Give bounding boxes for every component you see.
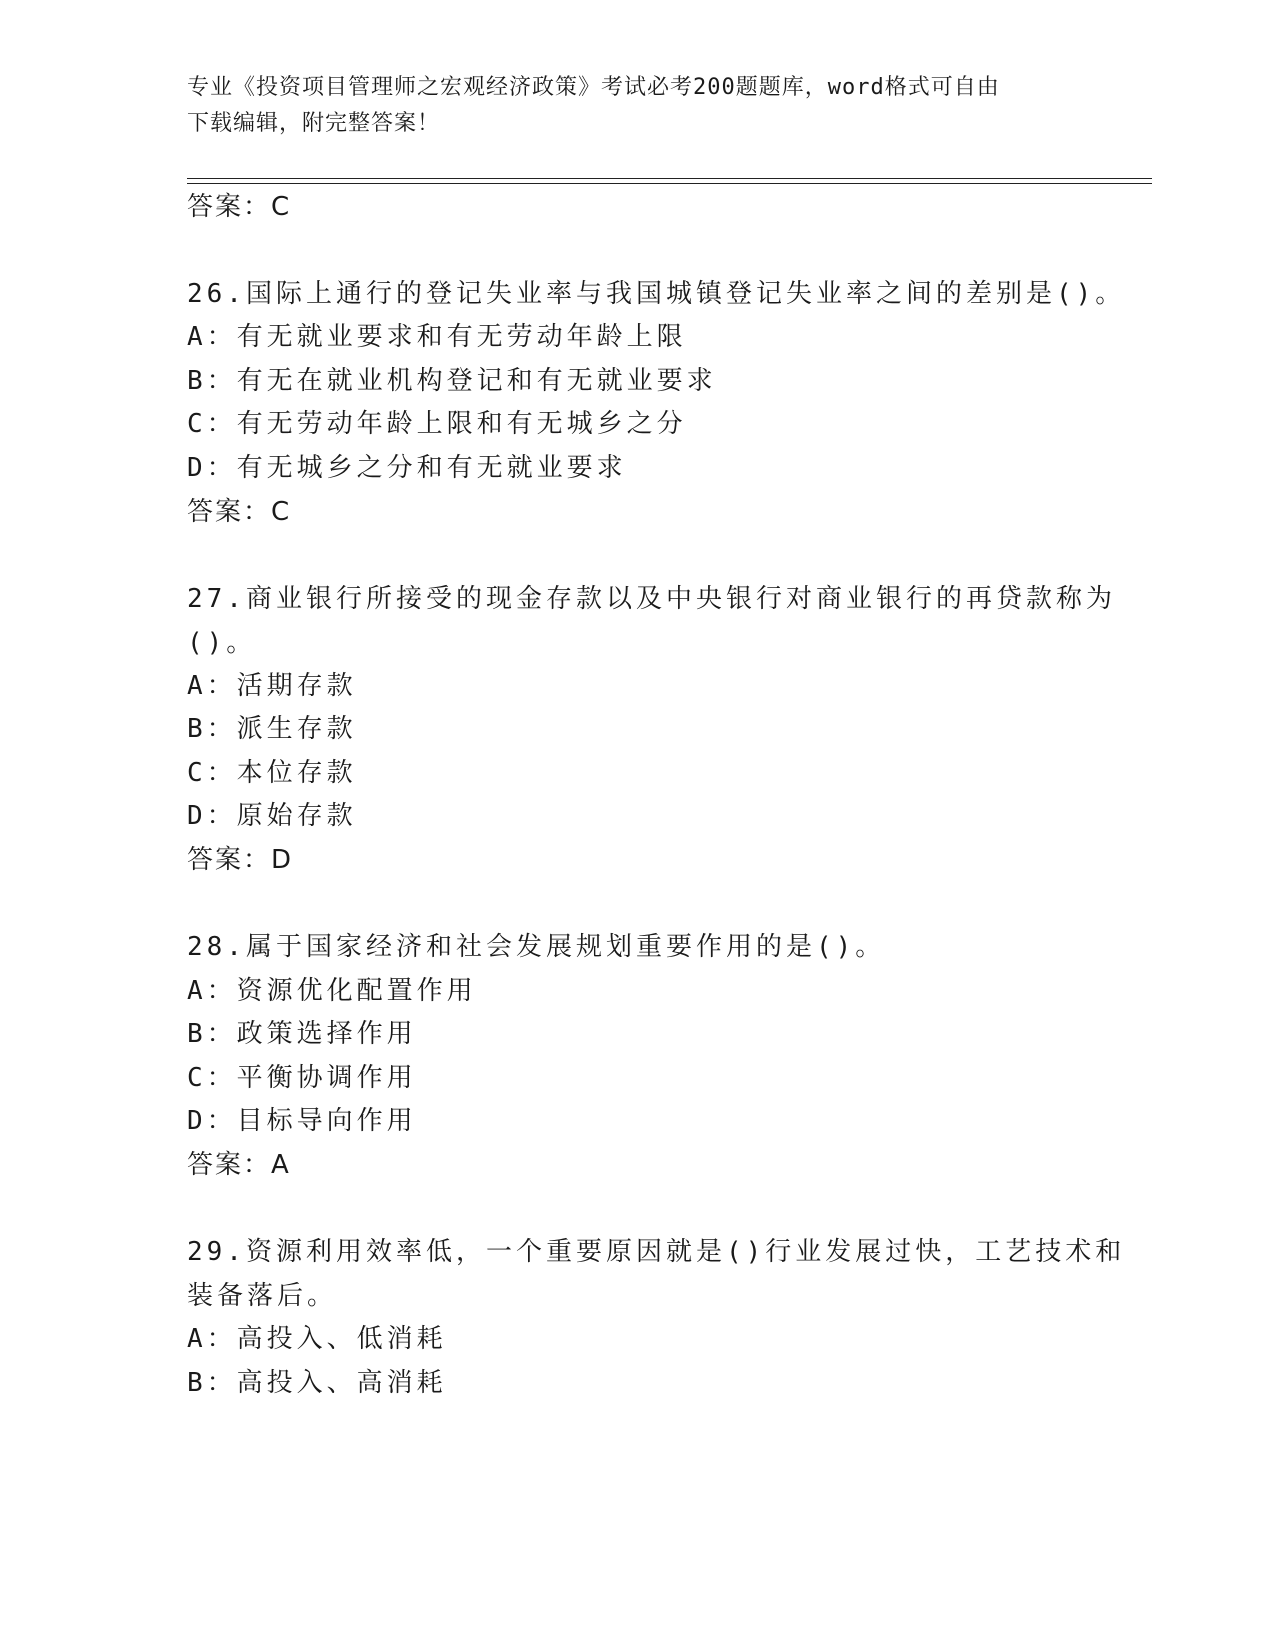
question-29-stem-cont: 装备落后。 [187, 1281, 338, 1311]
question-26-answer: 答案：C [187, 497, 292, 527]
question-29-option-a: A：高投入、低消耗 [187, 1324, 447, 1354]
header-line-1: 专业《投资项目管理师之宏观经济政策》考试必考200题题库，word格式可自由 [187, 75, 1000, 100]
question-28-option-d: D：目标导向作用 [187, 1106, 417, 1136]
answer-previous: 答案：C [187, 192, 292, 222]
question-29-option-b: B：高投入、高消耗 [187, 1368, 447, 1398]
question-27-option-b: B：派生存款 [187, 714, 357, 744]
question-28-stem: 28.属于国家经济和社会发展规划重要作用的是()。 [187, 932, 886, 962]
question-27-option-d: D：原始存款 [187, 801, 357, 831]
question-26-option-d: D：有无城乡之分和有无就业要求 [187, 453, 627, 483]
question-28-answer: 答案：A [187, 1150, 291, 1180]
question-27-option-c: C：本位存款 [187, 758, 357, 788]
header-divider-bottom [187, 183, 1152, 184]
question-28-option-c: C：平衡协调作用 [187, 1063, 417, 1093]
question-26-stem: 26.国际上通行的登记失业率与我国城镇登记失业率之间的差别是()。 [187, 279, 1126, 309]
question-27-answer: 答案：D [187, 845, 294, 875]
question-28-option-a: A：资源优化配置作用 [187, 976, 477, 1006]
question-29-stem: 29.资源利用效率低，一个重要原因就是()行业发展过快，工艺技术和 [187, 1237, 1126, 1267]
question-26-option-a: A：有无就业要求和有无劳动年龄上限 [187, 322, 687, 352]
header-line-2: 下载编辑，附完整答案！ [187, 111, 441, 136]
question-26-option-c: C：有无劳动年龄上限和有无城乡之分 [187, 409, 687, 439]
question-27-stem-cont: ()。 [187, 628, 257, 658]
question-26-option-b: B：有无在就业机构登记和有无就业要求 [187, 366, 717, 396]
header-divider-top [187, 178, 1152, 179]
question-28-option-b: B：政策选择作用 [187, 1019, 417, 1049]
question-27-option-a: A：活期存款 [187, 671, 357, 701]
document-header [187, 70, 1067, 142]
question-27-stem: 27.商业银行所接受的现金存款以及中央银行对商业银行的再贷款称为 [187, 584, 1116, 614]
